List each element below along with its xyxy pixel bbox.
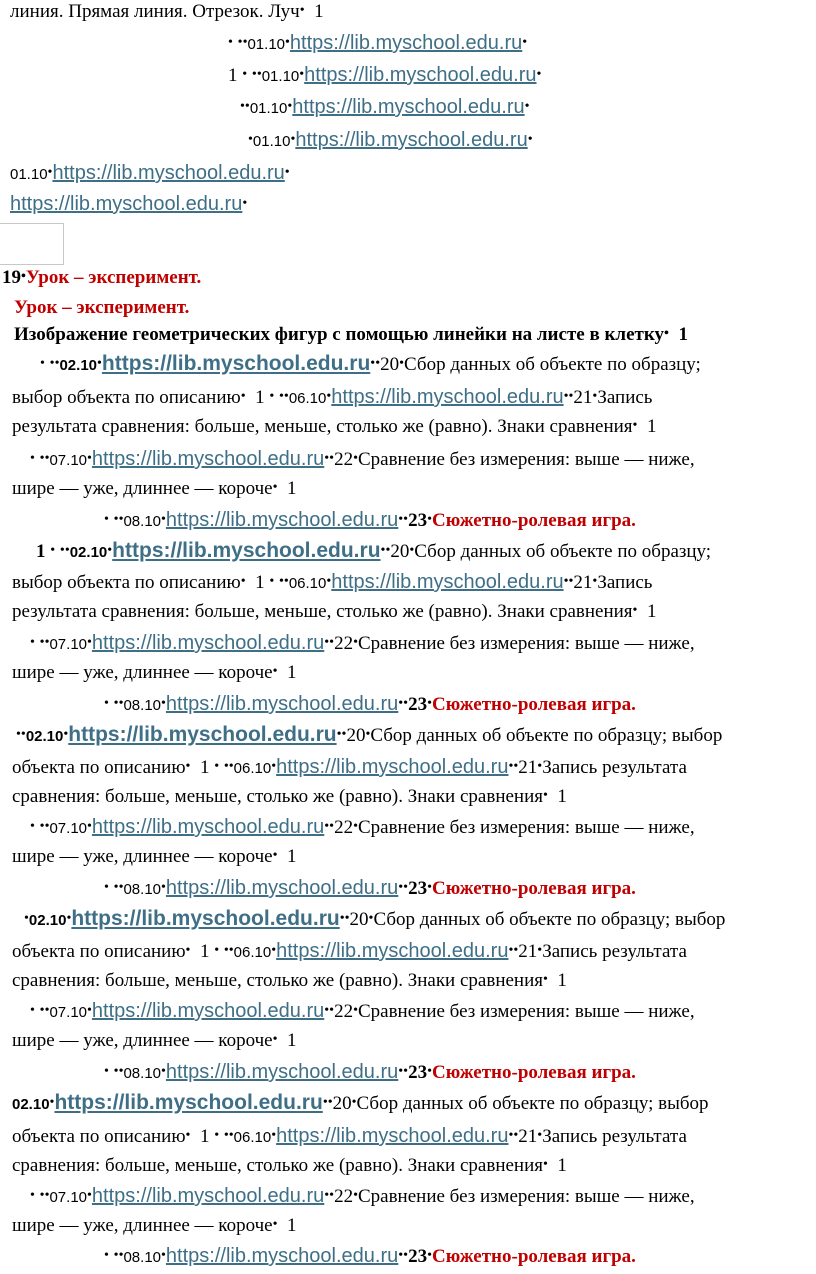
block-c-line-6: • ••08.10•https://lib.myschool.edu.ru••23•Сюжетно-ролевая игра.	[104, 877, 636, 899]
block-d-line-5: шире — уже, длиннее — короче• 1	[12, 1030, 297, 1051]
block-a-line-5: шире — уже, длиннее — короче• 1	[12, 478, 297, 499]
link[interactable]: https://lib.myschool.edu.ru	[71, 907, 340, 930]
block-b-line-2: выбор объекта по описанию• 1 • ••06.10•https://lib.myschool.edu.ru••21•Запись	[12, 571, 653, 593]
block-d-line-4: • ••07.10•https://lib.myschool.edu.ru••22•Сравнение без измерения: выше — ниже,	[30, 1000, 695, 1022]
lesson-19-topic: Изображение геометрических фигур с помощью линейки на листе в клетку• 1	[14, 324, 688, 345]
block-a-line-3: результата сравнения: больше, меньше, столько же (равно). Знаки сравнения• 1	[12, 416, 657, 437]
top-row-5: 01.10•https://lib.myschool.edu.ru•	[10, 162, 290, 184]
link[interactable]: https://lib.myschool.edu.ru	[165, 877, 399, 899]
block-d-line-1: •02.10•https://lib.myschool.edu.ru••20•Сбор данных об объекте по образцу; выбор	[24, 907, 726, 930]
lesson-19-subtitle: Урок – эксперимент.	[14, 297, 190, 318]
link[interactable]: https://lib.myschool.edu.ru	[91, 632, 325, 654]
block-c-line-2: объекта по описанию• 1 • ••06.10•https://lib.myschool.edu.ru••21•Запись результата	[12, 756, 687, 778]
block-b-line-3: результата сравнения: больше, меньше, столько же (равно). Знаки сравнения• 1	[12, 601, 657, 622]
lesson-19-header: 19•Урок – эксперимент.	[2, 267, 202, 288]
link[interactable]: https://lib.myschool.edu.ru	[91, 448, 325, 470]
block-e-line-2: объекта по описанию• 1 • ••06.10•https://lib.myschool.edu.ru••21•Запись результата	[12, 1125, 687, 1147]
top-row-1: • ••01.10•https://lib.myschool.edu.ru•	[228, 32, 528, 54]
link[interactable]: https://lib.myschool.edu.ru	[165, 509, 399, 531]
top-row-3: ••01.10•https://lib.myschool.edu.ru•	[240, 96, 530, 118]
link[interactable]: https://lib.myschool.edu.ru	[112, 539, 381, 562]
link[interactable]: https://lib.myschool.edu.ru	[304, 64, 537, 86]
top-heading-line: линия. Прямая линия. Отрезок. Луч• 1	[10, 1, 324, 22]
link[interactable]: https://lib.myschool.edu.ru	[289, 32, 523, 54]
block-c-line-4: • ••07.10•https://lib.myschool.edu.ru••22•Сравнение без измерения: выше — ниже,	[30, 816, 695, 838]
block-b-line-1: 1 • ••02.10•https://lib.myschool.edu.ru••20•Сбор данных об объекте по образцу;	[36, 539, 712, 562]
block-d-line-2: объекта по описанию• 1 • ••06.10•https://lib.myschool.edu.ru••21•Запись результата	[12, 940, 687, 962]
top-row-2: 1 • ••01.10•https://lib.myschool.edu.ru•	[228, 64, 542, 86]
link[interactable]: https://lib.myschool.edu.ru	[91, 816, 325, 838]
block-c-line-5: шире — уже, длиннее — короче• 1	[12, 846, 297, 867]
block-c-line-3: сравнения: больше, меньше, столько же (равно). Знаки сравнения• 1	[12, 786, 567, 807]
link[interactable]: https://lib.myschool.edu.ru	[54, 1091, 323, 1114]
block-d-line-3: сравнения: больше, меньше, столько же (равно). Знаки сравнения• 1	[12, 970, 567, 991]
link[interactable]: https://lib.myschool.edu.ru	[165, 1061, 399, 1083]
block-a-line-1: • ••02.10•https://lib.myschool.edu.ru••20•Сбор данных об объекте по образцу;	[40, 352, 701, 375]
link[interactable]: https://lib.myschool.edu.ru	[10, 193, 243, 215]
link[interactable]: https://lib.myschool.edu.ru	[331, 386, 564, 408]
block-a-line-4: • ••07.10•https://lib.myschool.edu.ru••22•Сравнение без измерения: выше — ниже,	[30, 448, 695, 470]
lesson-19-title: Урок – эксперимент.	[25, 267, 202, 288]
block-a-line-6: • ••08.10•https://lib.myschool.edu.ru••23•Сюжетно-ролевая игра.	[104, 509, 636, 531]
empty-cell	[0, 223, 64, 265]
block-e-line-1: 02.10•https://lib.myschool.edu.ru••20•Сбор данных об объекте по образцу; выбор	[12, 1091, 709, 1114]
block-e-line-3: сравнения: больше, меньше, столько же (равно). Знаки сравнения• 1	[12, 1155, 567, 1176]
link[interactable]: https://lib.myschool.edu.ru	[292, 96, 525, 118]
link[interactable]: https://lib.myschool.edu.ru	[68, 723, 337, 746]
link[interactable]: https://lib.myschool.edu.ru	[91, 1000, 325, 1022]
link[interactable]: https://lib.myschool.edu.ru	[331, 571, 564, 593]
block-e-line-4: • ••07.10•https://lib.myschool.edu.ru••22•Сравнение без измерения: выше — ниже,	[30, 1185, 695, 1207]
link[interactable]: https://lib.myschool.edu.ru	[101, 352, 371, 375]
link[interactable]: https://lib.myschool.edu.ru	[165, 1245, 399, 1267]
link[interactable]: https://lib.myschool.edu.ru	[165, 693, 399, 715]
block-d-line-6: • ••08.10•https://lib.myschool.edu.ru••23•Сюжетно-ролевая игра.	[104, 1061, 636, 1083]
block-b-line-6: • ••08.10•https://lib.myschool.edu.ru••23•Сюжетно-ролевая игра.	[104, 693, 636, 715]
block-b-line-4: • ••07.10•https://lib.myschool.edu.ru••22•Сравнение без измерения: выше — ниже,	[30, 632, 695, 654]
block-c-line-1: ••02.10•https://lib.myschool.edu.ru••20•Сбор данных об объекте по образцу; выбор	[16, 723, 723, 746]
link[interactable]: https://lib.myschool.edu.ru	[52, 162, 285, 184]
link[interactable]: https://lib.myschool.edu.ru	[276, 756, 509, 778]
top-row-6: https://lib.myschool.edu.ru•	[10, 193, 248, 215]
link[interactable]: https://lib.myschool.edu.ru	[276, 1125, 509, 1147]
block-b-line-5: шире — уже, длиннее — короче• 1	[12, 662, 297, 683]
link[interactable]: https://lib.myschool.edu.ru	[295, 129, 528, 151]
top-heading: линия. Прямая линия. Отрезок. Луч	[10, 1, 300, 22]
top-row-4: •01.10•https://lib.myschool.edu.ru•	[248, 129, 533, 151]
block-a-line-2: выбор объекта по описанию• 1 • ••06.10•https://lib.myschool.edu.ru••21•Запись	[12, 386, 653, 408]
block-e-line-6: • ••08.10•https://lib.myschool.edu.ru••23•Сюжетно-ролевая игра.	[104, 1245, 636, 1267]
link[interactable]: https://lib.myschool.edu.ru	[91, 1185, 325, 1207]
link[interactable]: https://lib.myschool.edu.ru	[276, 940, 509, 962]
block-e-line-5: шире — уже, длиннее — короче• 1	[12, 1215, 297, 1236]
